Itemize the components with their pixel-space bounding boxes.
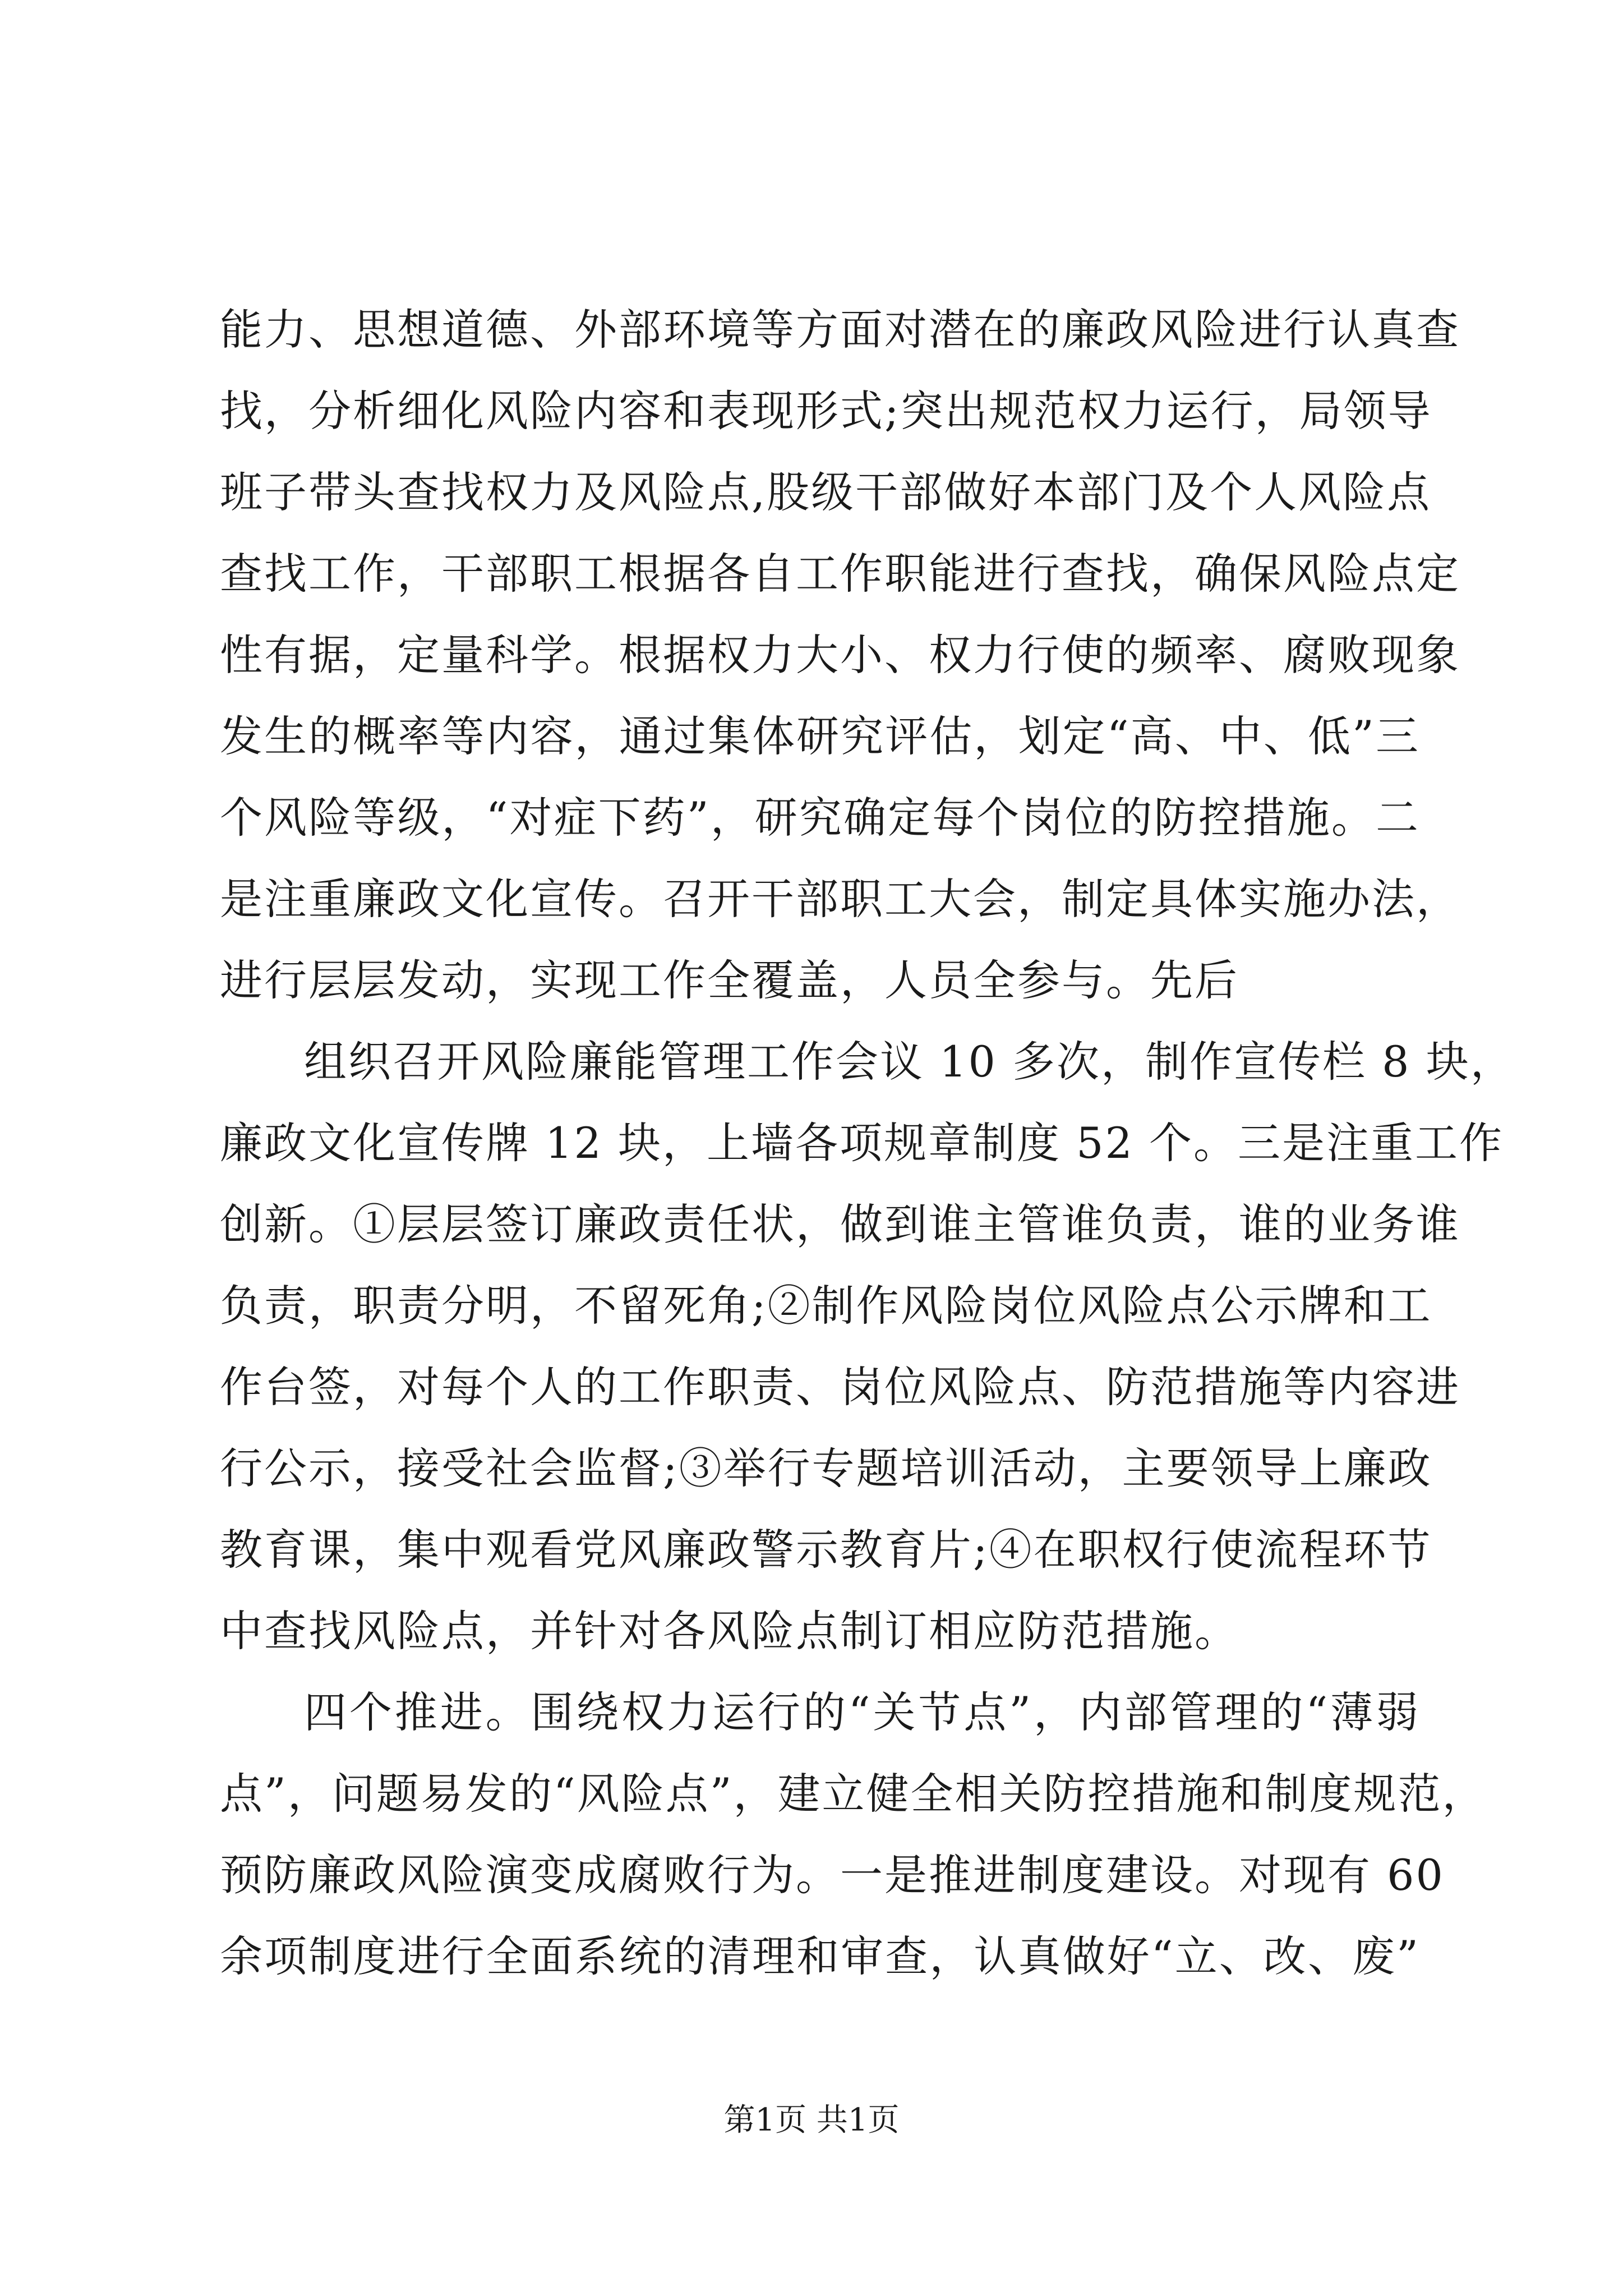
text-line: 创新。①层层签订廉政责任状，做到谁主管谁负责，谁的业务谁 [220,1199,1460,1249]
text-line: 能力、思想道德、外部环境等方面对潜在的廉政风险进行认真查 [220,305,1460,355]
text-line: 班子带头查找权力及风险点,股级干部做好本部门及个人风险点 [220,467,1432,517]
text-line: 余项制度进行全面系统的清理和审查，认真做好“立、改、废” [220,1931,1420,1981]
text-line: 找，分析细化风险内容和表现形式;突出规范权力运行，局领导 [220,386,1432,436]
text-line: 查找工作，干部职工根据各自工作职能进行查找，确保风险点定 [220,549,1460,599]
text-line: 是注重廉政文化宣传。召开干部职工大会，制定具体实施办法， [220,874,1460,924]
text-line: 发生的概率等内容，通过集体研究评估，划定“高、中、低”三 [220,711,1420,761]
text-line: 点”，问题易发的“风险点”，建立健全相关防控措施和制度规范， [220,1769,1487,1819]
text-line: 进行层层发动，实现工作全覆盖，人员全参与。先后 [220,955,1239,1005]
text-line: 组织召开风险廉能管理工作会议 10 多次，制作宣传栏 8 块， [304,1037,1515,1087]
text-line: 个风险等级，“对症下药”，研究确定每个岗位的防控措施。二 [220,793,1420,843]
text-line: 预防廉政风险演变成腐败行为。一是推进制度建设。对现有 60 [220,1850,1445,1900]
text-line: 作台签，对每个人的工作职责、岗位风险点、防范措施等内容进 [220,1362,1460,1412]
text-line: 负责，职责分明，不留死角;②制作风险岗位风险点公示牌和工 [220,1281,1432,1331]
text-line: 性有据，定量科学。根据权力大小、权力行使的频率、腐败现象 [220,630,1460,680]
text-line: 廉政文化宣传牌 12 块，上墙各项规章制度 52 个。三是注重工作 [220,1118,1504,1168]
text-line: 四个推进。围绕权力运行的“关节点”，内部管理的“薄弱 [304,1687,1420,1737]
page-footer: 第1页 共1页 [723,2102,900,2138]
text-line: 教育课，集中观看党风廉政警示教育片;④在职权行使流程环节 [220,1525,1432,1575]
text-line: 行公示，接受社会监督;③举行专题培训活动，主要领导上廉政 [220,1443,1432,1493]
text-line: 中查找风险点，并针对各风险点制订相应防范措施。 [220,1606,1239,1656]
body-text [220,289,1515,1997]
